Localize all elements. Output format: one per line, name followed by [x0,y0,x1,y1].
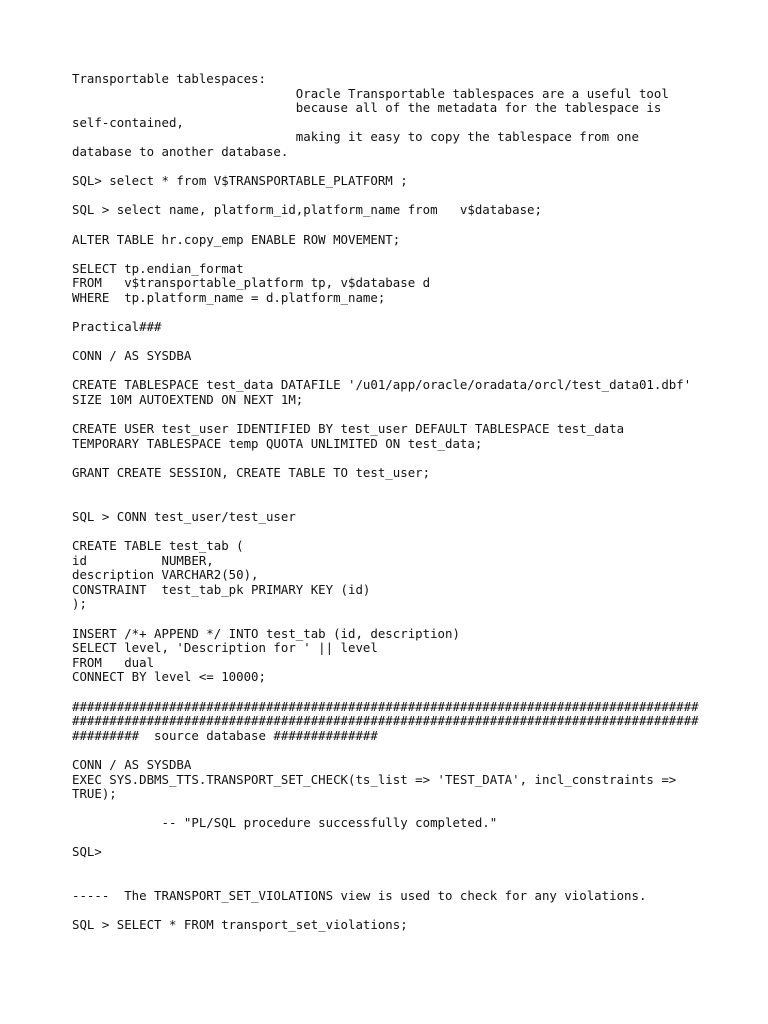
text-line [72,860,752,875]
text-line [72,802,752,817]
text-line: SQL> [72,844,102,860]
text-line [72,189,752,204]
text-line: description VARCHAR2(50), [72,567,259,583]
text-line: TEMPORARY TABLESPACE temp QUOTA UNLIMITED ON test_data; [72,435,483,451]
text-line: CONSTRAINT test_tab_pk PRIMARY KEY (id) [72,581,371,597]
text-line: database to another database. [72,143,289,159]
text-line [72,218,752,233]
text-line: SELECT level, 'Description for ' || level [72,640,378,656]
text-line [72,481,752,496]
text-line: ALTER TABLE hr.copy_emp ENABLE ROW MOVEMENT; [72,231,401,247]
text-line: SQL > SELECT * FROM transport_set_violations; [72,917,408,933]
text-line [72,743,752,758]
text-line: -- "PL/SQL procedure successfully completed." [72,815,498,831]
document-page [72,72,752,933]
text-line [72,685,752,700]
text-line: Transportable tablespaces: [72,71,266,86]
text-line [72,306,752,321]
text-line: Oracle Transportable tablespaces are a useful tool [72,85,669,101]
text-line: TRUE); [72,786,117,802]
text-line: CREATE USER test_user IDENTIFIED BY test_user DEFAULT TABLESPACE test_data [72,421,625,437]
text-line [72,451,752,466]
text-line: EXEC SYS.DBMS_TTS.TRANSPORT_SET_CHECK(ts_list => 'TEST_DATA', incl_constraints => [72,771,677,787]
text-line: FROM v$transportable_platform tp, v$database d [72,275,431,291]
text-line: ----- The TRANSPORT_SET_VIOLATIONS view is used to check for any violations. [72,888,647,904]
text-line: SQL> select * from V$TRANSPORTABLE_PLATFORM ; [72,173,408,189]
text-line: because all of the metadata for the tablespace is [72,100,662,116]
text-line: CREATE TABLESPACE test_data DATAFILE '/u01/app/oracle/oradata/orcl/test_data01.dbf' [72,377,692,393]
text-line: Practical### [72,319,162,335]
text-line [72,335,752,350]
text-line [72,831,752,846]
text-line [72,875,752,890]
text-line: self-contained, [72,114,184,130]
text-line [72,495,752,510]
text-line: #################################################################################### [72,713,699,729]
text-line: GRANT CREATE SESSION, CREATE TABLE TO test_user; [72,465,431,481]
text-line [72,612,752,627]
text-line: #################################################################################### [72,698,699,714]
text-line: SQL > CONN test_user/test_user [72,508,296,524]
text-line: WHERE tp.platform_name = d.platform_name; [72,289,386,305]
text-line: FROM dual [72,654,155,670]
text-line [72,364,752,379]
text-line [72,247,752,262]
text-line: CREATE TABLE test_tab ( [72,538,244,553]
text-line [72,904,752,919]
text-line [72,160,752,175]
text-line [72,408,752,423]
text-line: ######### source database ############## [72,727,378,743]
text-line: SQL > select name, platform_id,platform_name from v$database; [72,202,542,218]
text-line: CONN / AS SYSDBA [72,348,192,364]
text-line: CONNECT BY level <= 10000; [72,669,266,685]
text-line: INSERT /*+ APPEND */ INTO test_tab (id, description) [72,625,460,641]
text-line: SELECT tp.endian_format [72,260,244,276]
text-line: making it easy to copy the tablespace from one [72,129,639,145]
text-line: id NUMBER, [72,552,214,568]
text-line: CONN / AS SYSDBA [72,756,192,772]
text-line [72,524,752,539]
text-line: ); [72,596,87,612]
text-line: SIZE 10M AUTOEXTEND ON NEXT 1M; [72,392,304,408]
